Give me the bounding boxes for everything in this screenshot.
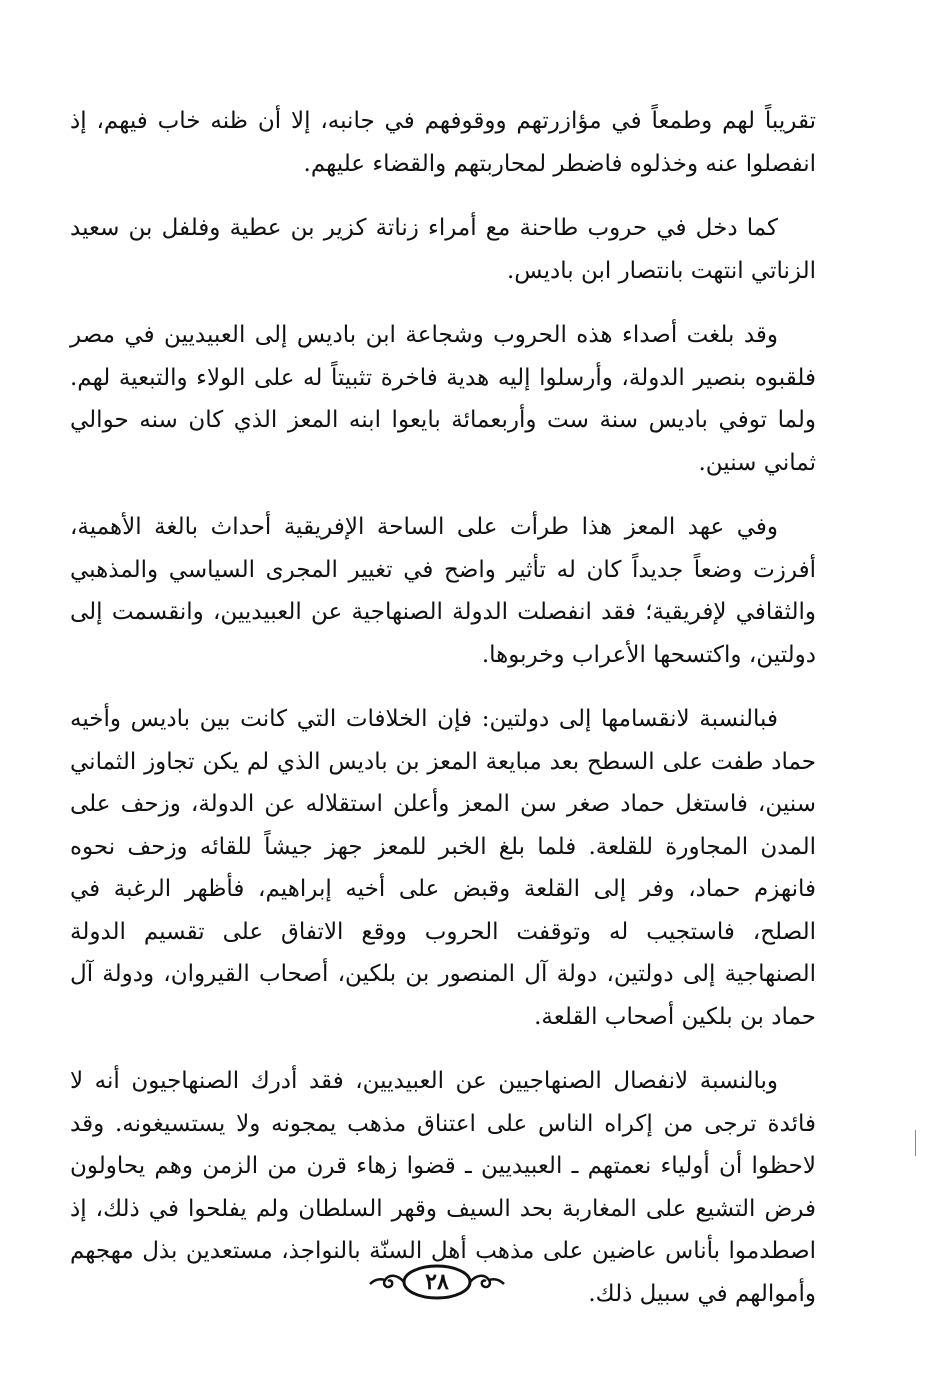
margin-mark bbox=[915, 1130, 916, 1156]
paragraph-4: وفي عهد المعز هذا طرأت على الساحة الإفريقية أحداث بالغة الأهمية، أفرزت وضعاً جديداً كان له تأثير واضح في تغيير المجرى السياسي والمذهبي والثقافي لإفريقية؛ فقد انفصلت الدولة الصنهاجية عن العبيديين، وانقسمت إلى دولتين، واكتسحها الأعراب وخربوها. bbox=[70, 514, 816, 668]
paragraph-3: وقد بلغت أصداء هذه الحروب وشجاعة ابن باديس إلى العبيديين في مصر فلقبوه بنصير الدولة، وأرسلوا إليه هدية فاخرة تثبيتاً له على الولاء والتبعية لهم. ولما توفي باديس سنة ست وأربعمائة بايعوا ابنه المعز الذي كان سنه حوالي ثماني سنين. bbox=[70, 322, 816, 476]
paragraph-6: وبالنسبة لانفصال الصنهاجيين عن العبيديين، فقد أدرك الصنهاجيون أنه لا فائدة ترجى من إكراه الناس على اعتناق مذهب يمجونه ولا يستسيغونه. وقد لاحظوا أن أولياء نعمتهم ـ العبيديين ـ قضوا زهاء قرن من الزمن وهم يحاولون فرض التشيع على المغاربة بحد السيف وقهر السلطان ولم يفلحوا في ذلك، إذ اصطدموا بأناس عاضين على مذهب أهل السنّة بالنواجذ، مستعدين بذل مهجهم وأموالهم في سبيل ذلك. bbox=[70, 1068, 816, 1307]
body-text bbox=[70, 100, 816, 1337]
paragraph-2: كما دخل في حروب طاحنة مع أمراء زناتة كزير بن عطية وفلفل بن سعيد الزناتي انتهت بانتصار ابن باديس. bbox=[70, 215, 816, 284]
page-number: ٢٨ bbox=[425, 1269, 449, 1295]
page-number-ornament bbox=[367, 1262, 507, 1302]
paragraph-1: تقريباً لهم وطمعاً في مؤازرتهم ووقوفهم في جانبه، إلا أن ظنه خاب فيهم، إذ انفصلوا عنه وخذلوه فاضطر لمحاربتهم والقضاء عليهم. bbox=[70, 108, 816, 177]
paragraph-5: فبالنسبة لانقسامها إلى دولتين: فإن الخلافات التي كانت بين باديس وأخيه حماد طفت على السطح بعد مبايعة المعز بن باديس الذي لم يكن تجاوز الثماني سنين، فاستغل حماد صغر سن المعز وأعلن استقلاله عن الدولة، وزحف على المدن المجاورة للقلعة. فلما بلغ الخبر للمعز جهز جيشاً للقائه وزحف نحوه فانهزم حماد، وفر إلى القلعة وقبض على أخيه إبراهيم، فأظهر الرغبة في الصلح، فاستجيب له وتوقفت الحروب ووقع الاتفاق على تقسيم الدولة الصنهاجية إلى دولتين، دولة آل المنصور بن بلكين، أصحاب القيروان، ودولة آل حماد بن بلكين أصحاب القلعة. bbox=[70, 706, 816, 1030]
